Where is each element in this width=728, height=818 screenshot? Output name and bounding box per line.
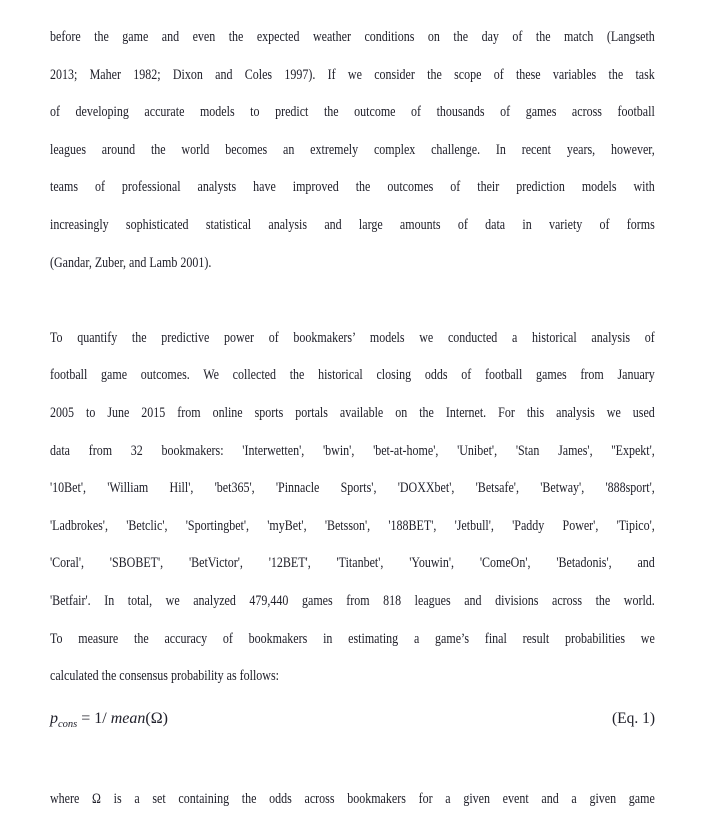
- equation-subscript: cons: [58, 718, 78, 730]
- text-line: (Gandar, Zuber, and Lamb 2001).: [50, 254, 212, 271]
- text-line: leagues around the world becomes an extremely complex challenge. In recent years, however,: [50, 141, 655, 158]
- paragraph-1: [50, 19, 655, 282]
- text-line: '10Bet', 'William Hill', 'bet365', 'Pinnacle Sports', 'DOXXbet', 'Betsafe', 'Betway', '888sport',: [50, 480, 655, 497]
- equation-argument: (Ω): [145, 709, 168, 727]
- text-line: 'Betfair'. In total, we analyzed 479,440 games from 818 leagues and divisions across the world.: [50, 592, 655, 609]
- text-line: data from 32 bookmakers: 'Interwetten', 'bwin', 'bet-at-home', 'Unibet', 'Stan James', ''Expekt',: [50, 442, 655, 459]
- text-line: 'Ladbrokes', 'Betclic', 'Sportingbet', 'myBet', 'Betsson', '188BET', 'Jetbull', 'Paddy Power', 'Tipico',: [50, 517, 655, 534]
- text-line: 2013; Maher 1982; Dixon and Coles 1997). If we consider the scope of these variables the task: [50, 66, 655, 83]
- equation-variable: p: [50, 709, 58, 727]
- equation-function: mean: [110, 709, 146, 727]
- text-line: 2005 to June 2015 from online sports portals available on the Internet. For this analysis we used: [50, 404, 655, 421]
- partial-bottom-line: where Ω is a set containing the odds across bookmakers for a given event and a given game: [50, 790, 655, 807]
- text-line: teams of professional analysts have improved the outcomes of their prediction models with: [50, 179, 655, 196]
- paragraph-spacer: [50, 282, 655, 320]
- document-page: [50, 19, 655, 818]
- text-line: To measure the accuracy of bookmakers in estimating a game’s final result probabilities we: [50, 630, 655, 647]
- equation-operator: = 1/: [77, 709, 111, 727]
- text-line: football game outcomes. We collected the historical closing odds of football games from January: [50, 367, 655, 384]
- text-line: increasingly sophisticated statistical analysis and large amounts of data in variety of forms: [50, 216, 655, 233]
- text-line: before the game and even the expected weather conditions on the day of the match (Langseth: [50, 29, 655, 45]
- text-line: 'Coral', 'SBOBET', 'BetVictor', '12BET', 'Titanbet', 'Youwin', 'ComeOn', 'Betadonis', and: [50, 555, 655, 572]
- paragraph-2: [50, 320, 655, 696]
- text-line: of developing accurate models to predict the outcome of thousands of games across football: [50, 104, 655, 121]
- text-line: To quantify the predictive power of bookmakers’ models we conducted a historical analysis of: [50, 329, 655, 346]
- equation-line: [50, 700, 655, 738]
- equation-label: (Eq. 1): [611, 709, 655, 727]
- equation-consensus-probability: [50, 700, 168, 744]
- text-line: calculated the consensus probability as follows:: [50, 668, 279, 685]
